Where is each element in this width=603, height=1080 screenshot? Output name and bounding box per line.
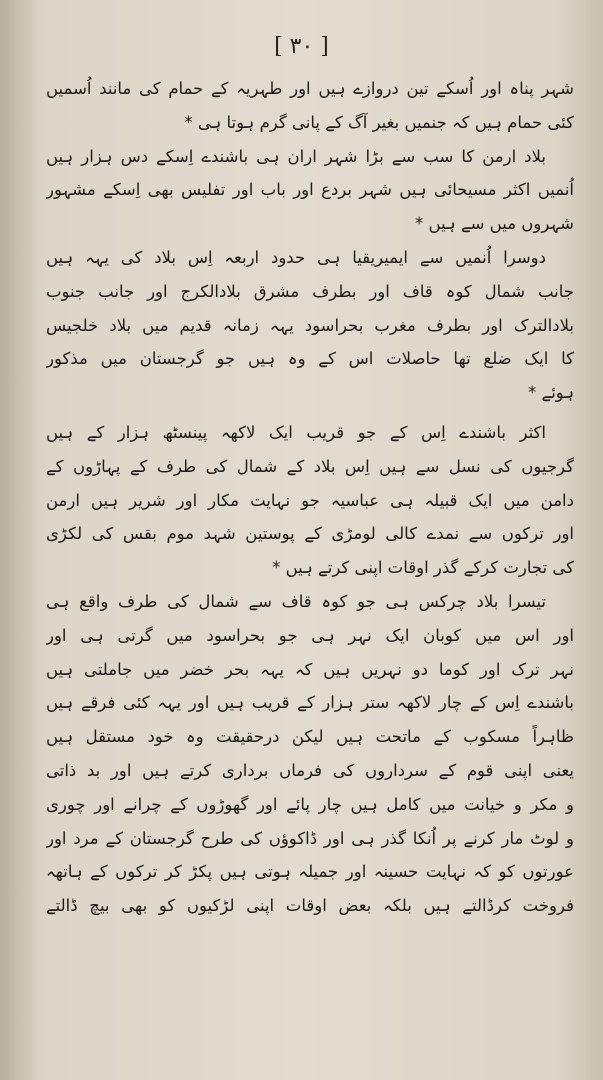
- text-line: باشندے اِس کے چار لاکھہ ستر ہزار کے قریب ہیں اور یہہ کئی فرقے ہیں: [46, 693, 574, 713]
- text-line: دامن میں ایک قبیلہ ہی عباسیہ جو نہایت مکار اور شریر ہیں ارمن: [46, 490, 574, 510]
- text-line: تیسرا بلاد چرکس ہی جو کوہ قاف سے شمال کی طرف واقع ہی: [46, 591, 546, 611]
- page-fold-shadow: [0, 0, 40, 1080]
- text-line: و لوٹ مار کرنے پر اُنکا گذر ہی اور ڈاکوؤں کی طرح گرجستان کے مرد اور: [46, 828, 574, 848]
- text-line: بلادالترک اور بطرف مغرب بحراسود یہہ زمانہ قدیم میں بلاد خلجیس: [46, 315, 574, 335]
- text-line: ظاہراً مسکوب کے ماتحت ہیں لیکن درحقیقت وہ خود مستقل ہیں: [46, 727, 574, 747]
- text-line: بلاد ارمن کا سب سے بڑا شہر اران ہی باشندے اِسکے دس ہزار ہیں: [46, 146, 546, 166]
- text-line: یعنی اپنی قوم کے سرداروں کی فرماں برداری کرتے ہیں اور بد ذاتی: [46, 760, 574, 780]
- text-line: شہروں میں سے ہیں *: [415, 214, 574, 234]
- text-line: عورتوں کو کہ نہایت حسینہ اور جمیلہ ہوتی ہیں پکڑ کر ترکوں کے ہاتھہ: [46, 862, 574, 882]
- text-line: اکثر باشندے اِس کے جو قریب ایک لاکھہ پینسٹھ ہزار کے ہیں: [46, 422, 546, 442]
- text-line: کی تجارت کرکے گذر اوقات اپنی کرتے ہیں *: [272, 558, 574, 578]
- text-line: اُنمیں اکثر مسیحائی ہیں شہر بردع اور باب اور تفلیس بھی اِسکے مشہور: [46, 180, 574, 200]
- text-line: اور ترکوں سے نمدے کالی لومڑی کے پوستین شہد موم بقس کی لکڑی: [46, 524, 574, 544]
- text-line: اور اس میں کوبان ایک نہر ہی جو بحراسود میں گرتی ہی اور: [46, 625, 574, 645]
- text-line: ہوئے *: [528, 383, 574, 403]
- text-line: و مکر و خیانت میں کامل ہیں چار پائے اور گھوڑوں کے چرانے اور چوری: [46, 794, 574, 814]
- text-line: کئی حمام ہیں کہ جنمیں بغیر آگ کے پانی گرم ہوتا ہی *: [184, 112, 574, 132]
- text-line: شہر پناہ اور اُسکے تین دروازے ہیں اور طہریہ کے حمام کی مانند اُسمیں: [46, 79, 574, 98]
- page-number: [ ۳۰ ]: [274, 34, 329, 59]
- text-line: فروخت کرڈالتے ہیں بلکہ بعض اوقات اپنی لڑکیوں کو بھی بیچ ڈالتے: [46, 896, 574, 916]
- text-line: گرجیوں کی نسل سے ہیں اِس بلاد کے شمال کی طرف کے پہاڑوں کے: [46, 456, 574, 476]
- text-line: دوسرا اُنمیں سے ایمیریقیا ہی حدود اربعہ اِس بلاد کی یہہ ہیں: [46, 247, 546, 267]
- page-text: [46, 72, 574, 923]
- text-line: جانب شمال کوہ قاف اور بطرف مشرق بلادالکرج اور جانب جنوب: [46, 281, 574, 301]
- text-line: نہر ترک اور کوما دو نہریں ہیں کہ یہہ بحر خضر میں جاملتی ہیں: [46, 659, 574, 679]
- text-line: کا ایک ضلع تھا حاصلات اس کے وہ ہیں جو گرجستان میں مذکور: [46, 349, 574, 369]
